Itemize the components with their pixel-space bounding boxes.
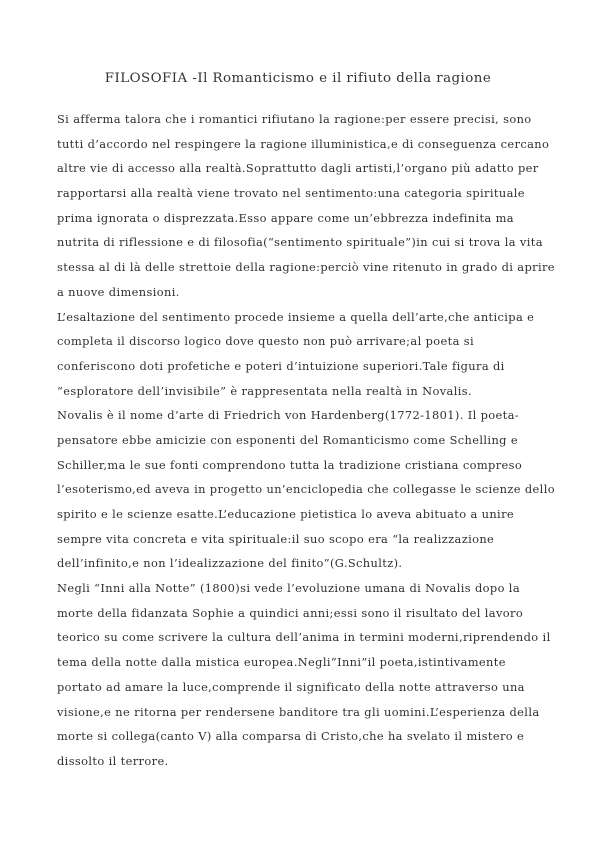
text-line: Novalis è il nome d’arte di Friedrich von Hardenberg(1772-1801). Il poeta- (57, 408, 520, 423)
text-line: completa il discorso logico dove questo non può arrivare;al poeta si (57, 334, 474, 349)
text-line: sempre vita concreta e vita spirituale:il suo scopo era “la realizzazione (57, 531, 495, 546)
text-line: a nuove dimensioni. (57, 284, 180, 299)
text-line: nutrita di riflessione e di filosofia(“sentimento spirituale”)in cui si trova la vita (57, 235, 543, 250)
text-line: Negli “Inni alla Notte” (1800)si vede l’evoluzione umana di Novalis dopo la (57, 581, 520, 596)
text-line: conferiscono doti profetiche e poteri d’intuizione superiori.Tale figura di (57, 358, 505, 373)
text-line: dell’infinito,e non l’idealizzazione del finito”(G.Schultz). (57, 556, 403, 571)
text-line: tutti d’accordo nel respingere la ragione illuministica,e di conseguenza cercano (57, 136, 550, 151)
text-line: morte si collega(canto V) alla comparsa di Cristo,che ha svelato il mistero e (57, 729, 525, 744)
text-line: dissolto il terrore. (57, 753, 169, 768)
text-line: morte della fidanzata Sophie a quindici anni;essi sono il risultato del lavoro (57, 605, 524, 620)
text-line: tema della notte dalla mistica europea.Negli”Inni”il poeta,istintivamente (57, 655, 506, 670)
text-line: portato ad amare la luce,comprende il significato della notte attraverso una (57, 679, 525, 694)
text-line: altre vie di accesso alla realtà.Soprattutto dagli artisti,l’organo più adatto per (57, 161, 539, 176)
text-line: stessa al di là delle strettoie della ragione:perciò vine ritenuto in grado di aprire (57, 260, 555, 275)
text-line: teorico su come scrivere la cultura dell’anima in termini moderni,riprendendo il (57, 630, 551, 645)
text-line: visione,e ne ritorna per rendersene banditore tra gli uomini.L’esperienza della (57, 704, 540, 719)
page-title: FILOSOFIA -Il Romanticismo e il rifiuto della ragione (104, 71, 492, 86)
text-line: Si afferma talora che i romantici rifiutano la ragione:per essere precisi, sono (57, 112, 532, 126)
text-line: L’esaltazione del sentimento procede insieme a quella dell’arte,che anticipa e (57, 309, 535, 324)
text-line: rapportarsi alla realtà viene trovato nel sentimento:una categoria spirituale (57, 186, 525, 201)
text-line: “esploratore dell’invisibile” è rappresentata nella realtà in Novalis. (57, 383, 472, 398)
text-line: spirito e le scienze esatte.L’educazione pietistica lo aveva abituato a unire (57, 507, 515, 521)
body-text (57, 107, 557, 774)
text-line: l’esoterismo,ed aveva in progetto un’enciclopedia che collegasse le scienze dello (57, 482, 555, 497)
text-line: pensatore ebbe amicizie con esponenti del Romanticismo come Schelling e (57, 432, 518, 447)
text-line: Schiller,ma le sue fonti comprendono tutta la tradizione cristiana compreso (57, 457, 523, 472)
text-line: prima ignorata o disprezzata.Esso appare come un’ebbrezza indefinita ma (57, 210, 514, 225)
